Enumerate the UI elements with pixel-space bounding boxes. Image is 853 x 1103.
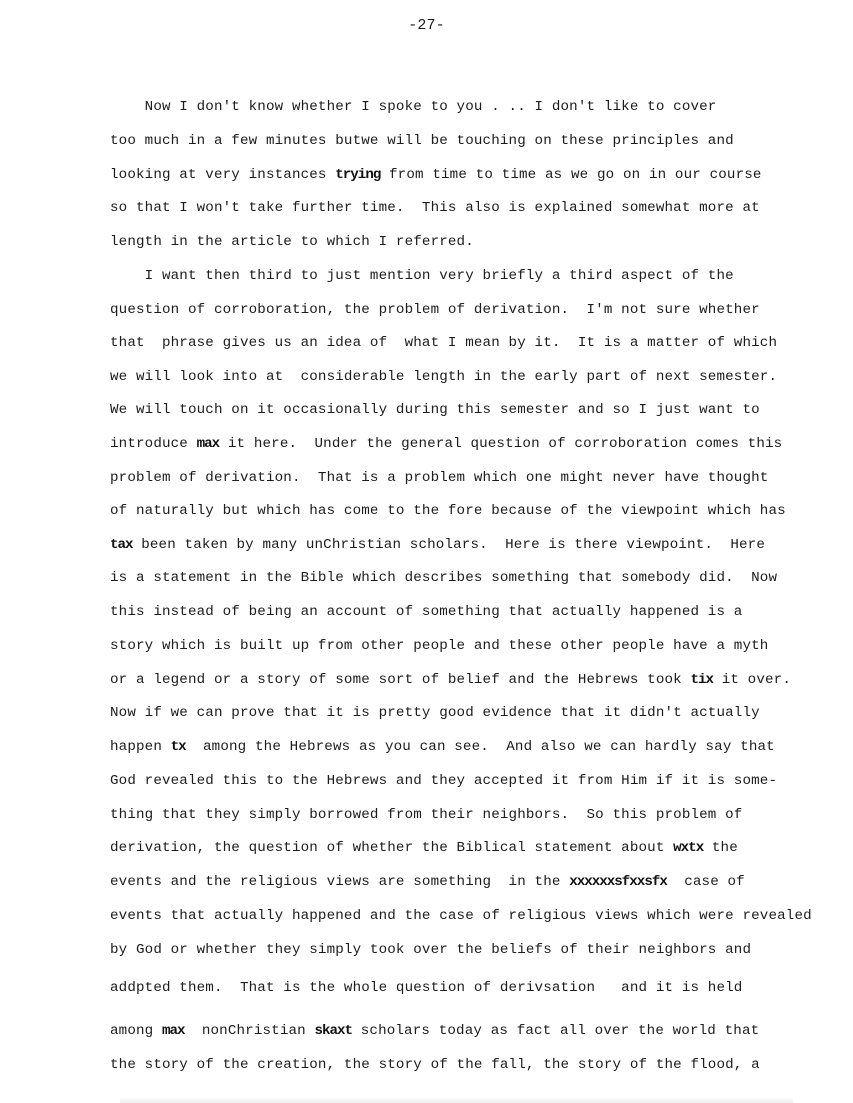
text-segment: we will look into at considerable length in the early part of next semester. [110, 369, 778, 385]
text-segment: events that actually happened and the case of religious views which were revealed [110, 908, 812, 924]
text-line [110, 131, 734, 151]
text-segment: introduce [110, 436, 197, 452]
struck-out-text: max [196, 436, 220, 452]
struck-out-text: skaxt [314, 1023, 353, 1039]
text-segment: among the Hebrews as you can see. And also we can hardly say that [185, 739, 775, 755]
text-line [110, 602, 742, 622]
text-segment: scholars today as fact all over the world that [352, 1023, 760, 1039]
text-line [110, 670, 791, 690]
text-line [110, 978, 742, 998]
text-line [110, 468, 768, 488]
text-line [110, 703, 760, 723]
text-segment: Now I don't know whether I spoke to you . .. I don't like to cover [110, 99, 717, 115]
text-line [110, 501, 786, 521]
text-segment: been taken by many unChristian scholars. Here is there viewpoint. Here [132, 537, 766, 553]
text-line [110, 535, 765, 555]
text-segment: is a statement in the Bible which describes something that somebody did. Now [110, 570, 778, 586]
text-segment: among [110, 1023, 162, 1039]
text-line [110, 1021, 759, 1041]
text-line [110, 636, 768, 656]
text-segment: it here. Under the general question of corroboration comes this [219, 436, 783, 452]
text-line [110, 872, 745, 892]
text-line [110, 165, 762, 185]
text-line [110, 300, 760, 320]
text-segment: thing that they simply borrowed from their neighbors. So this problem of [110, 807, 743, 823]
text-segment: I want then third to just mention very briefly a third aspect of the [110, 268, 734, 284]
text-segment: so that I won't take further time. This also is explained somewhat more at [110, 200, 760, 216]
struck-out-text: tx [170, 739, 186, 755]
text-segment: by God or whether they simply took over the beliefs of their neighbors and [110, 942, 752, 958]
text-line [110, 97, 716, 117]
text-segment: length in the article to which I referred. [110, 234, 474, 250]
text-segment: the [703, 840, 738, 856]
struck-out-text: tix [690, 672, 714, 688]
text-segment: from time to time as we go on in our course [380, 167, 762, 183]
text-segment: of naturally but which has come to the fore because of the viewpoint which has [110, 503, 786, 519]
text-line [110, 906, 812, 926]
text-line [110, 333, 777, 353]
text-line [110, 805, 742, 825]
text-line [110, 940, 751, 960]
text-line [110, 771, 777, 791]
text-segment: nonChristian [184, 1023, 315, 1039]
text-segment: looking at very instances [110, 167, 336, 183]
struck-out-text: xxxxxxsfxxsfx [569, 874, 667, 890]
text-segment: story which is built up from other people and these other people have a myth [110, 638, 769, 654]
text-line [110, 198, 760, 218]
text-segment: that phrase gives us an idea of what I mean by it. It is a matter of which [110, 335, 778, 351]
text-line [110, 400, 760, 420]
text-segment: God revealed this to the Hebrews and they accepted it from Him if it is some- [110, 773, 778, 789]
text-line [110, 1055, 760, 1075]
text-segment: this instead of being an account of something that actually happened is a [110, 604, 743, 620]
text-segment: derivation, the question of whether the Biblical statement about [110, 840, 674, 856]
text-segment: addpted them. That is the whole question of derivsation and it is held [110, 980, 743, 996]
text-segment: the story of the creation, the story of the fall, the story of the flood, a [110, 1057, 760, 1073]
text-line [110, 266, 734, 286]
text-segment: events and the religious views are something in the [110, 874, 570, 890]
struck-out-text: max [161, 1023, 185, 1039]
text-line [110, 838, 738, 858]
text-segment: Now if we can prove that it is pretty good evidence that it didn't actually [110, 705, 760, 721]
text-line [110, 434, 782, 454]
text-line [110, 737, 775, 757]
text-line [110, 232, 474, 252]
text-segment: We will touch on it occasionally during this semester and so I just want to [110, 402, 760, 418]
text-segment: happen [110, 739, 171, 755]
text-segment: it over. [713, 672, 792, 688]
page-number: -27- [408, 17, 445, 34]
text-line [110, 367, 777, 387]
struck-out-text: tax [110, 537, 133, 553]
text-line [110, 568, 777, 588]
struck-out-text: trying [335, 167, 381, 183]
text-segment: question of corroboration, the problem of derivation. I'm not sure whether [110, 302, 760, 318]
text-segment: case of [666, 874, 745, 890]
page-edge-shadow [120, 1097, 793, 1103]
text-segment: too much in a few minutes butwe will be touching on these principles and [110, 133, 734, 149]
text-segment: or a legend or a story of some sort of belief and the Hebrews took [110, 672, 691, 688]
text-segment: problem of derivation. That is a problem which one might never have thought [110, 470, 769, 486]
struck-out-text: wxtx [673, 840, 704, 856]
